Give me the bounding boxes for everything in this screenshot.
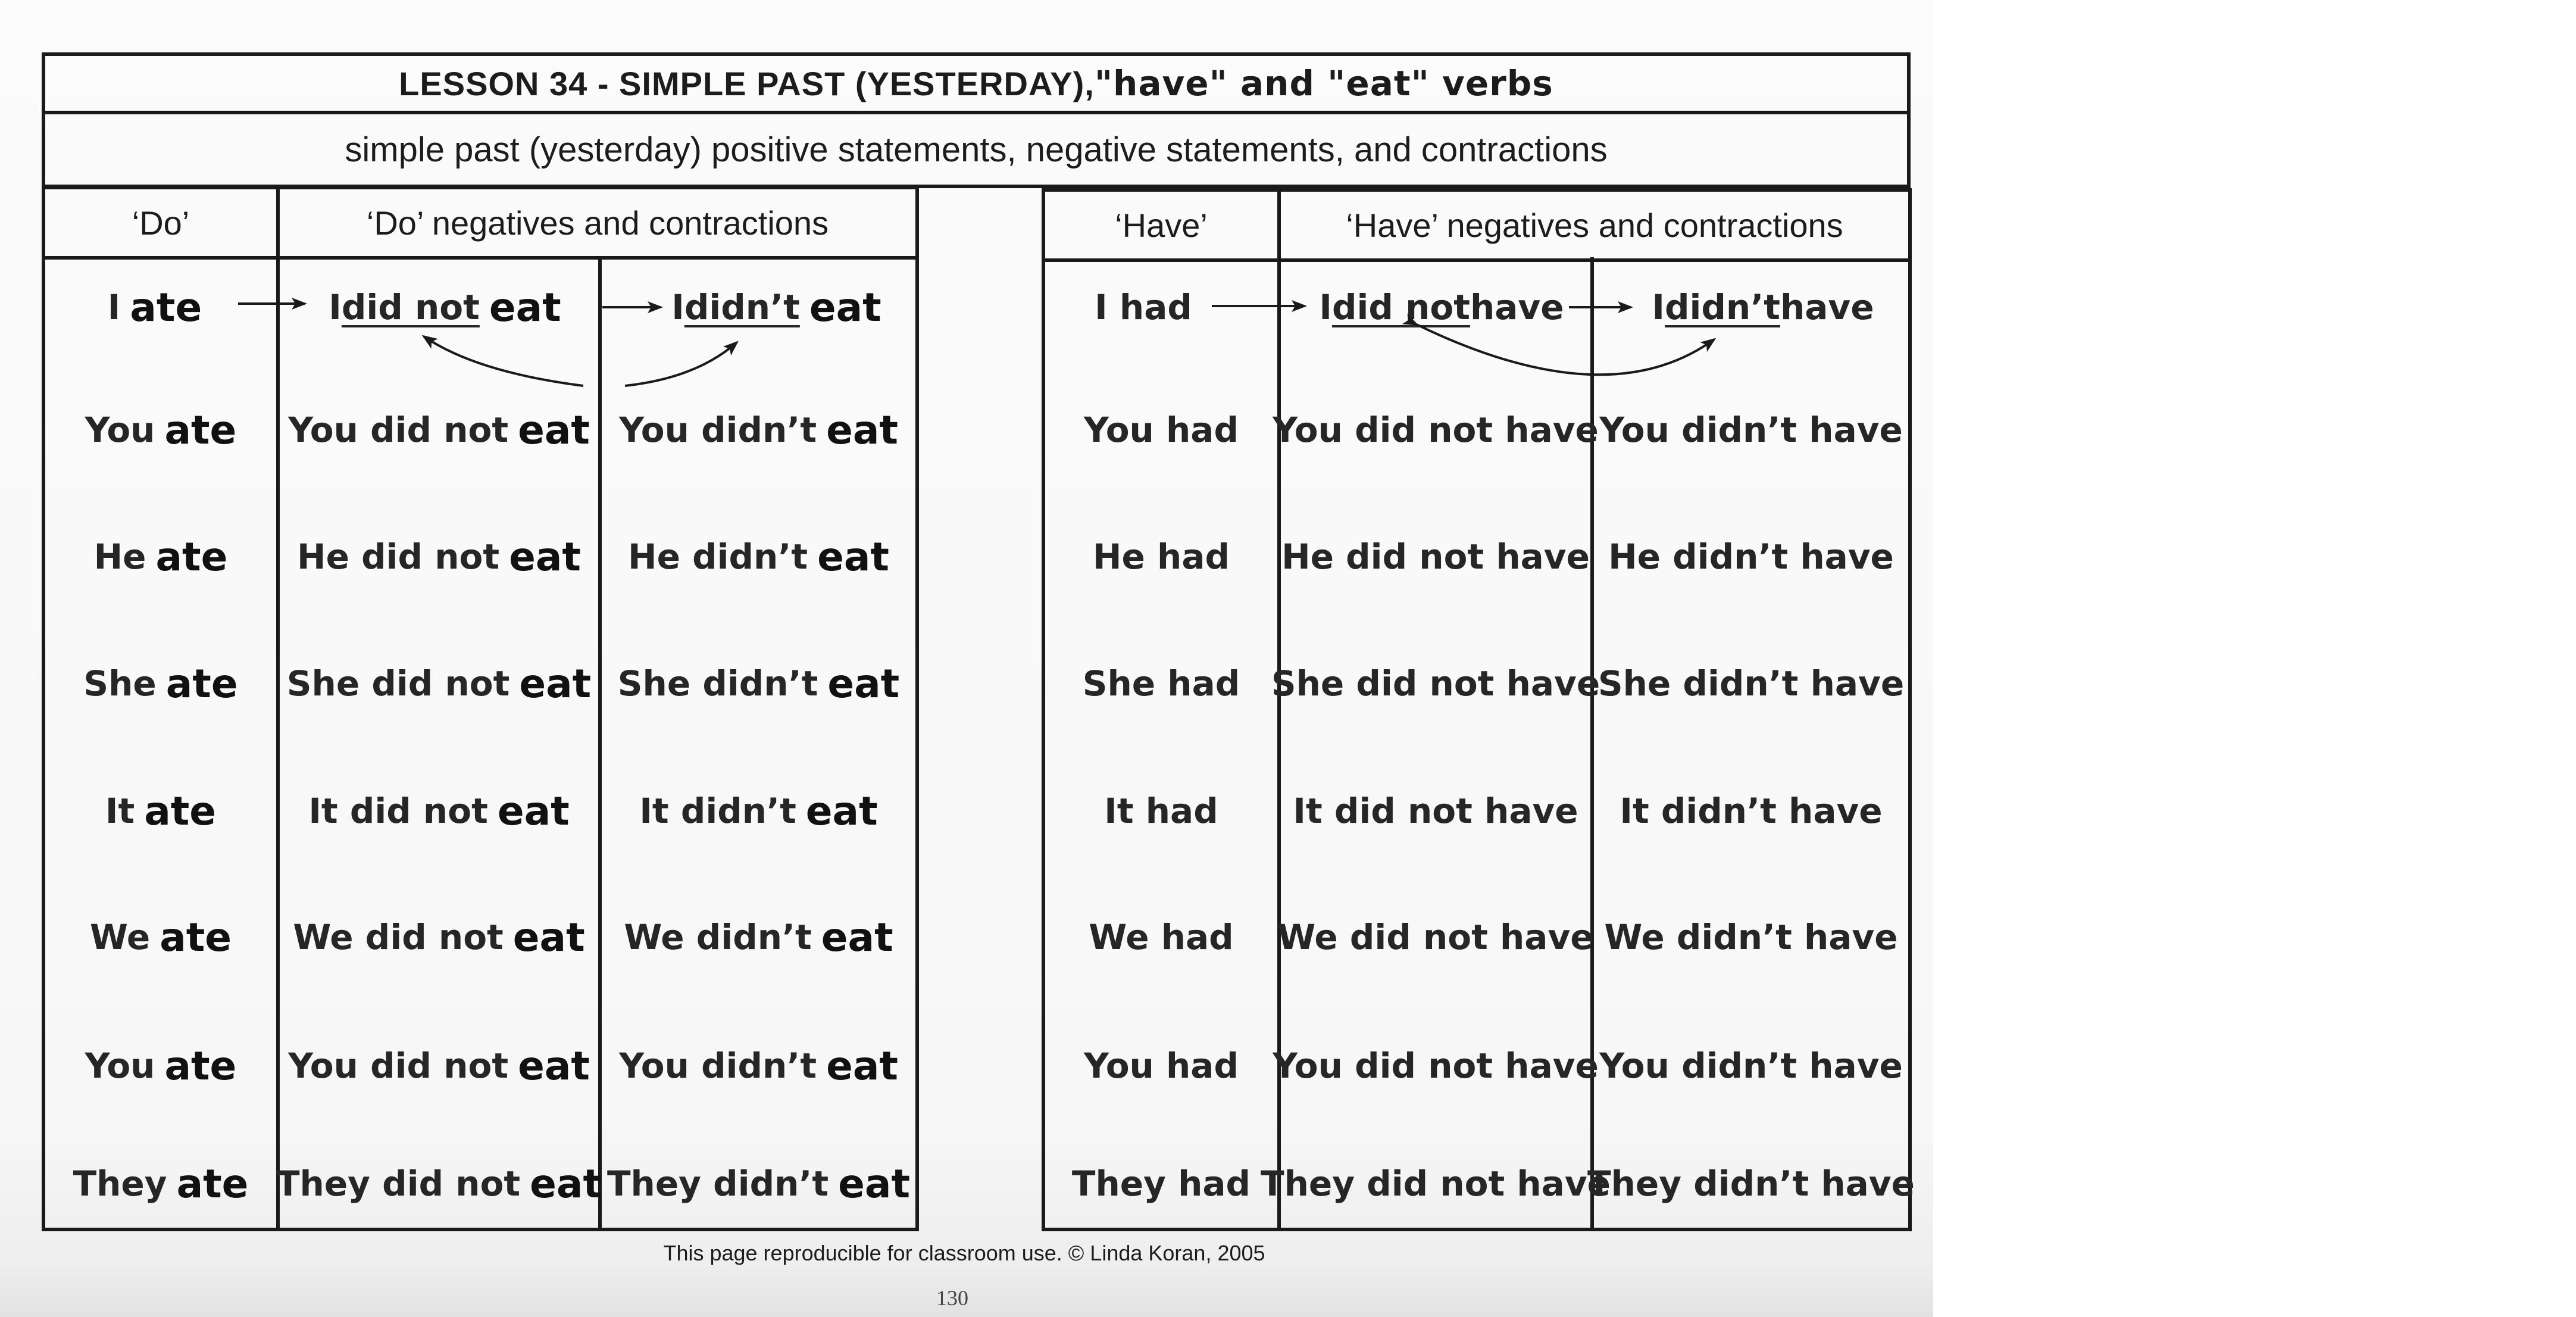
con-subject: I [671,287,684,327]
do-header: ‘Do’ [132,204,190,242]
subject: We [89,917,151,957]
con-text: We didn’t [624,917,812,957]
neg-verb: eat [530,1160,602,1207]
had-text: You had [1084,410,1239,450]
lesson-title-main: LESSON 34 - SIMPLE PAST (YESTERDAY), [399,64,1095,102]
neg-text: He did not have [1281,536,1590,577]
con-subject: I [1652,287,1665,327]
neg-text: He did not [297,536,500,577]
con-text: You didn’t [619,1046,817,1086]
had-text: It had [1104,791,1218,831]
do-curve-arrow-left [424,336,583,386]
have-negatives-header: ‘Have’ negatives and contractions [1346,206,1843,244]
neg-verb: eat [518,407,590,453]
con-text: We didn’t have [1604,917,1898,957]
neg-verb: eat [489,284,561,330]
con-verb: eat [838,1160,911,1207]
had-text: You had [1084,1046,1239,1086]
page-number: 130 [936,1286,968,1310]
subject: It [105,791,135,831]
had-text: He had [1092,536,1230,577]
neg-text: You did not have [1273,410,1599,450]
neg-text: You did not have [1273,1046,1599,1086]
con-verb: eat [826,1043,898,1089]
neg-text: She did not have [1271,663,1600,704]
neg-text: She did not [286,663,510,704]
neg-verb: eat [497,788,570,834]
neg-aux-underlined: did not [1332,287,1470,327]
neg-verb: eat [509,533,581,580]
con-text: She didn’t have [1598,663,1905,704]
con-text: He didn’t have [1608,536,1894,577]
had-text: We had [1089,917,1234,957]
subject: He [93,536,146,577]
verb-ate: ate [164,407,237,453]
neg-aux-underlined: did not [341,287,480,327]
do-negatives-header: ‘Do’ negatives and contractions [366,204,829,242]
con-text: You didn’t have [1599,410,1903,450]
neg-text: We did not have [1277,917,1594,957]
con-text: She didn’t [617,663,818,704]
con-text: They didn’t [607,1163,829,1204]
neg-verb: eat [518,1043,590,1089]
verb-ate: ate [130,284,202,330]
neg-text: We did not [293,917,504,957]
con-text: He didn’t [628,536,808,577]
con-verb: eat [826,407,898,453]
con-verb: eat [827,660,900,707]
con-aux-underlined: didn’t [684,287,800,327]
subject: You [85,1046,155,1086]
con-text: It didn’t [639,791,796,831]
verb-ate: ate [160,914,232,960]
subject: I [107,287,121,327]
subject: You [85,410,155,450]
verb-ate: ate [155,533,228,580]
con-text: They didn’t have [1587,1163,1915,1204]
subject: They [73,1163,167,1204]
neg-verb: have [1470,287,1564,327]
verb-ate: ate [165,660,238,707]
neg-verb: eat [519,660,592,707]
have-header: ‘Have’ [1115,206,1208,244]
verb-ate: ate [144,788,217,834]
neg-subject: I [1319,287,1333,327]
neg-text: You did not [288,410,509,450]
con-aux-underlined: didn’t [1665,287,1780,327]
have-curve-arrow [1417,324,1714,374]
subject: She [83,663,157,704]
had-text: She had [1082,663,1240,704]
copyright-footer: This page reproducible for classroom use. © Linda Koran, 2005 [663,1241,1265,1265]
con-verb: eat [817,533,889,580]
neg-text: It did not [308,791,488,831]
lesson-subtitle: simple past (yesterday) positive statements, negative statements, and contractions [345,130,1608,169]
had-text: I had [1095,287,1192,327]
neg-text: They did not [276,1163,521,1204]
neg-text: You did not [288,1046,509,1086]
con-text: It didn’t have [1620,791,1883,831]
had-text: They had [1071,1163,1251,1204]
neg-verb: eat [512,914,585,960]
neg-text: It did not have [1293,791,1578,831]
con-verb: eat [809,284,881,330]
do-curve-arrow-right [625,342,737,386]
verb-ate: ate [176,1160,249,1207]
con-verb: eat [821,914,893,960]
neg-subject: I [329,287,342,327]
con-text: You didn’t [619,410,817,450]
con-text: You didn’t have [1599,1046,1903,1086]
lesson-title-quoted: "have" and "eat" verbs [1094,63,1553,104]
neg-text: They did not have [1261,1163,1611,1204]
con-verb: have [1780,287,1874,327]
con-verb: eat [805,788,878,834]
verb-ate: ate [164,1043,237,1089]
